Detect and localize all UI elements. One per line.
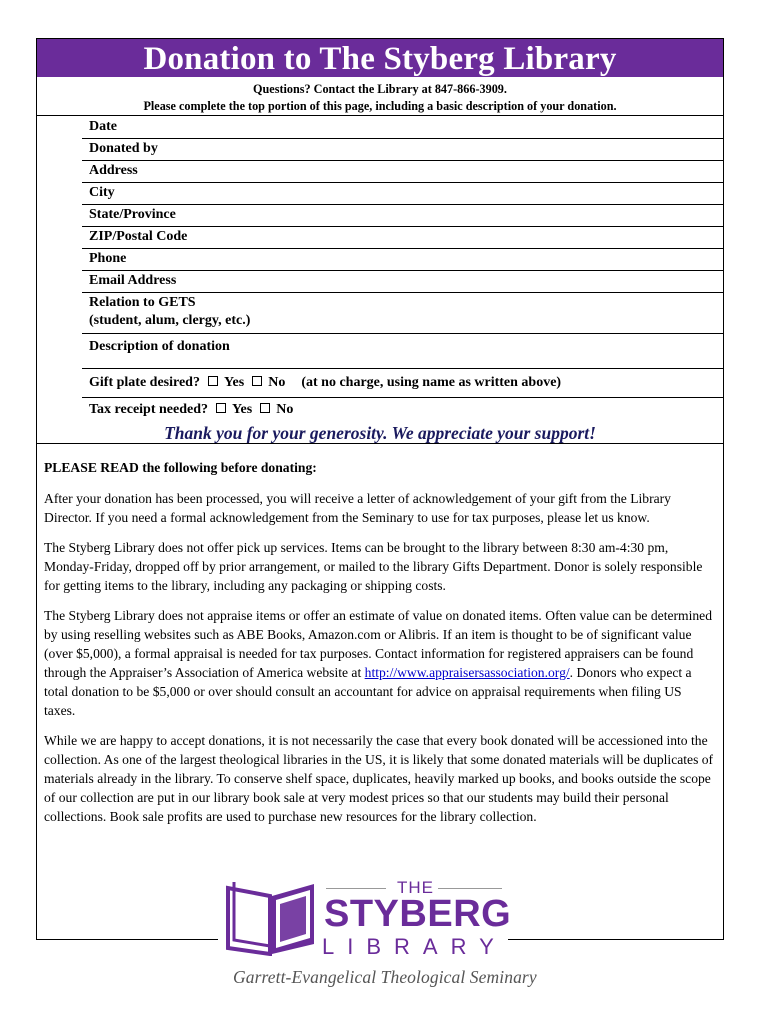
description-field[interactable] bbox=[82, 334, 724, 369]
zip-label: ZIP/Postal Code bbox=[89, 229, 188, 244]
appraisal-text-before: The Styberg Library does not appraise items or offer an estimate of value on donated items. Often value can be determined by using reselling websites such as ABE Books, Amazon.com or Alibris. If an item is thought to be of significant value (over $5,000), a formal appraisal is needed for tax purposes. Contact information for registered appraisers can be found through the Appraiser’s Association of America website at bbox=[44, 608, 713, 680]
open-book-icon bbox=[222, 874, 322, 956]
gift-plate-yes-checkbox[interactable] bbox=[208, 376, 218, 386]
city-label: City bbox=[89, 185, 115, 200]
logo-seminary: Garrett-Evangelical Theological Seminary bbox=[233, 967, 537, 987]
paragraph-pickup: The Styberg Library does not offer pick up services. Items can be brought to the library between 8:30 am-4:30 pm, Monday-Friday, dropped off by prior arrangement, or mailed to the library Gifts Department. Donor is solely responsible for getting items to the library, including any packaging or shipping costs. bbox=[44, 540, 703, 593]
logo-rule-right bbox=[438, 888, 502, 889]
logo-library: LIBRARY bbox=[322, 934, 507, 959]
gift-plate-note: (at no charge, using name as written above) bbox=[301, 375, 562, 390]
donation-policy bbox=[44, 458, 716, 837]
gift-plate-yes-label: Yes bbox=[223, 375, 245, 390]
logo-name: STYBERG bbox=[324, 893, 512, 935]
city-field[interactable] bbox=[82, 183, 724, 205]
email-field[interactable] bbox=[82, 271, 724, 293]
intro-instructions-line: Please complete the top portion of this page, including a basic description of your donation. bbox=[143, 99, 617, 113]
appraisers-link[interactable]: http://www.appraisersassociation.org/ bbox=[364, 665, 570, 680]
date-field[interactable] bbox=[82, 117, 724, 139]
date-label: Date bbox=[89, 119, 117, 134]
paragraph-acknowledgement: After your donation has been processed, you will receive a letter of acknowledgement of your gift from the Library Director. If you need a formal acknowledgement from the Seminary to use for tax purposes, please let us know. bbox=[44, 491, 671, 525]
tax-receipt-yes-checkbox[interactable] bbox=[216, 403, 226, 413]
gift-plate-no-label: No bbox=[268, 375, 286, 390]
phone-field[interactable] bbox=[82, 249, 724, 271]
tax-receipt-yes-label: Yes bbox=[232, 402, 253, 417]
relation-hint: (student, alum, clergy, etc.) bbox=[89, 313, 251, 328]
gift-plate-row bbox=[82, 369, 724, 398]
intro-block bbox=[37, 78, 723, 116]
logo-the: THE bbox=[397, 878, 434, 897]
state-field[interactable] bbox=[82, 205, 724, 227]
gift-plate-no-checkbox[interactable] bbox=[252, 376, 262, 386]
read-heading: PLEASE READ the following before donating: bbox=[44, 460, 317, 475]
email-label: Email Address bbox=[89, 273, 177, 288]
address-label: Address bbox=[89, 163, 138, 178]
tax-receipt-label: Tax receipt needed? bbox=[89, 402, 208, 417]
address-field[interactable] bbox=[82, 161, 724, 183]
description-label: Description of donation bbox=[89, 339, 230, 354]
thank-you-message: Thank you for your generosity. We appreciate your support! bbox=[37, 424, 723, 444]
tax-receipt-no-checkbox[interactable] bbox=[260, 403, 270, 413]
zip-field[interactable] bbox=[82, 227, 724, 249]
logo-rule-left bbox=[326, 888, 386, 889]
tax-receipt-row bbox=[82, 398, 724, 424]
gift-plate-label: Gift plate desired? bbox=[89, 375, 200, 390]
phone-label: Phone bbox=[89, 251, 127, 266]
page-title: Donation to The Styberg Library bbox=[37, 39, 723, 77]
intro-contact-line: Questions? Contact the Library at 847-866-3909. bbox=[253, 82, 507, 96]
appraisal-text-after: . Donors who expect a total donation to be $5,000 or over should consult an accountant for advice on appraisal requirements when filing US taxes. bbox=[44, 665, 692, 718]
tax-receipt-no-label: No bbox=[276, 402, 294, 417]
relation-field[interactable] bbox=[82, 293, 724, 334]
relation-label: Relation to GETS bbox=[89, 295, 196, 310]
paragraph-appraisal bbox=[44, 606, 716, 720]
donated-by-field[interactable] bbox=[82, 139, 724, 161]
state-label: State/Province bbox=[89, 207, 176, 222]
donated-by-label: Donated by bbox=[89, 141, 158, 156]
paragraph-collection: While we are happy to accept donations, it is not necessarily the case that every book donated will be accessioned into the collection. As one of the largest theological libraries in the US, it is likely that some donated materials will be duplicates of materials already in the library. To conserve shelf space, duplicates, heavily marked up books, and books outside the scope of our collection are put in our library book sale at very modest prices so that our students may build their personal collections. Book sale profits are used to purchase new resources for the library collection. bbox=[44, 733, 714, 824]
